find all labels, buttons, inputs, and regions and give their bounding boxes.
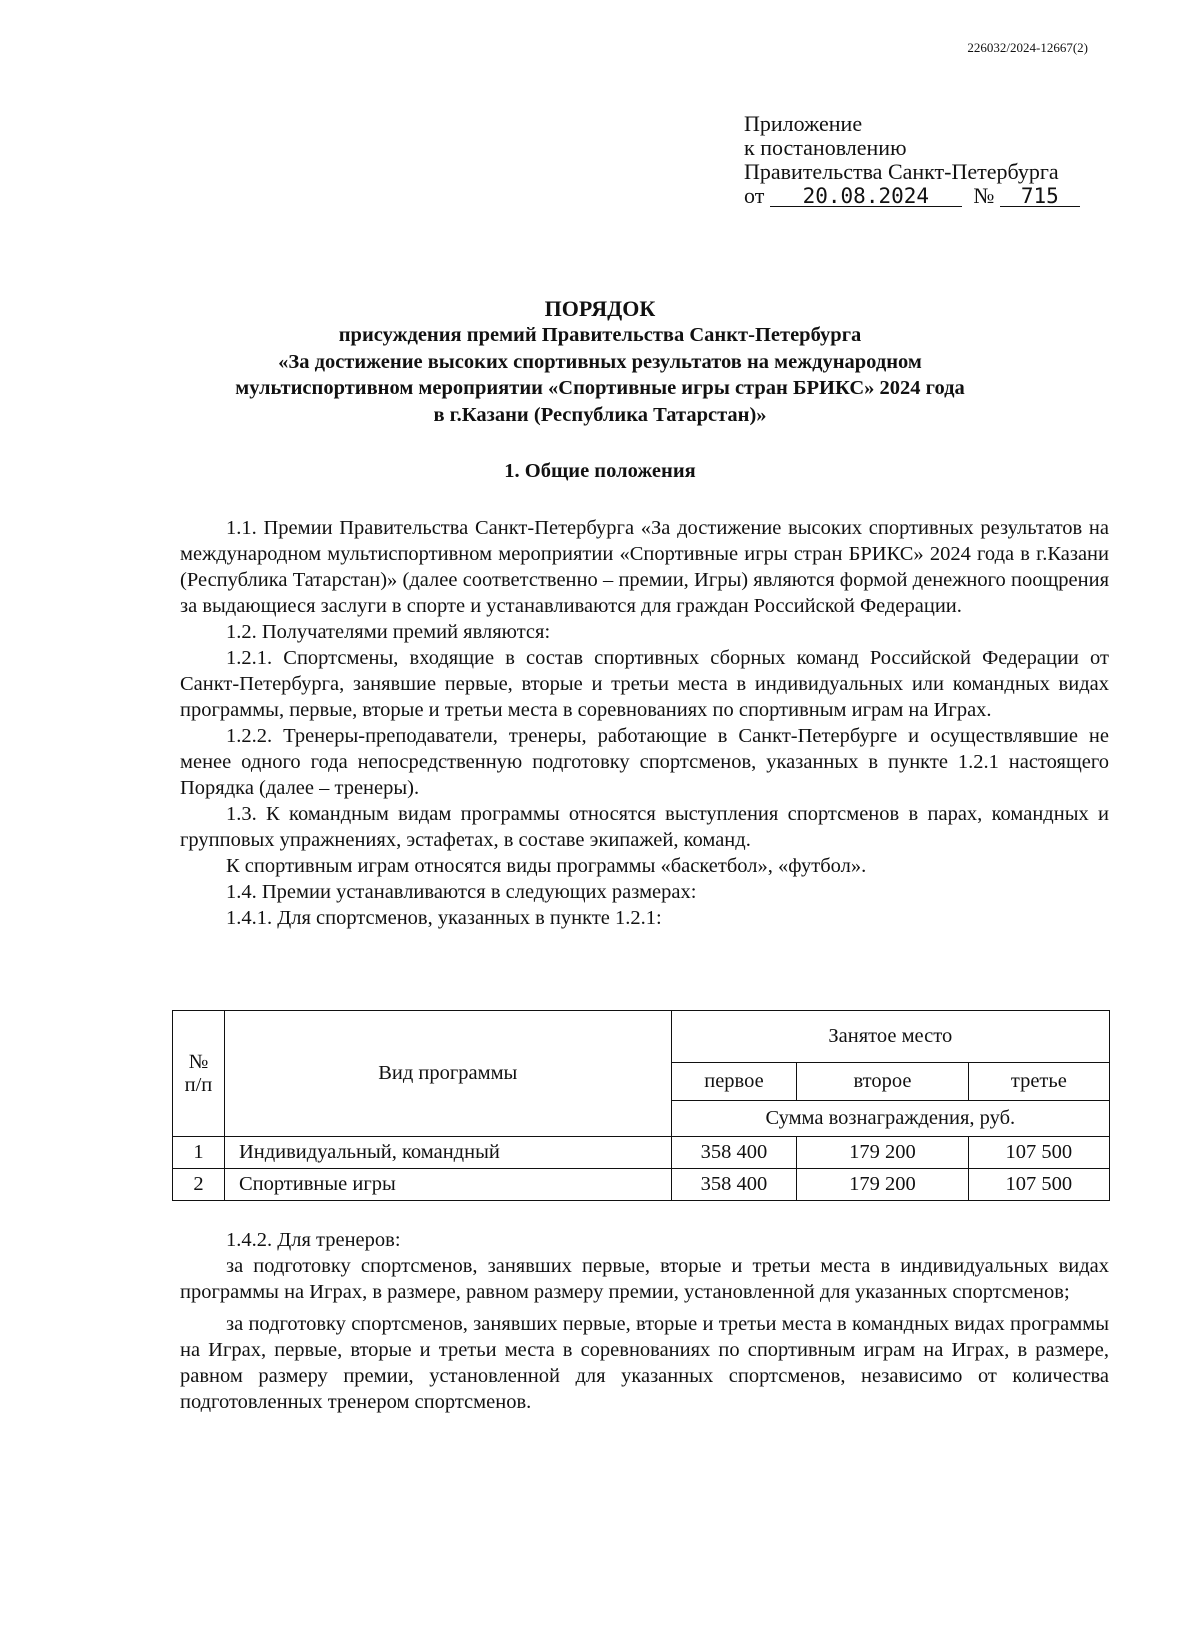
header-place: Занятое место <box>671 1011 1109 1063</box>
paragraph-1-1: 1.1. Премии Правительства Санкт-Петербурга «За достижение высоких спортивных результатов на международном мультиспортивном мероприятии «Спортивные игры стран БРИКС» 2024 года в г.Казани (Республика Татарстан)» (далее соответственно – премии, Игры) являются формой денежного поощрения за выдающиеся заслуги в спорте и устанавливаются для граждан Российской Федерации. <box>180 517 1109 617</box>
paragraph-coaches-team: за подготовку спортсменов, занявших первые, вторые и третьи места в командных видах программы на Играх, первые, вторые и третьи места в соревнованиях по спортивным играм на Играх, в размере, равном размеру премии, установленной для указанных спортсменов, независимо от количества подготовленных тренером спортсменов. <box>180 1313 1109 1413</box>
subtitle-line-3: мультиспортивном мероприятии «Спортивные игры стран БРИКС» 2024 года <box>235 377 965 399</box>
subtitle-line-2: «За достижение высоких спортивных результатов на международном <box>278 350 922 373</box>
row-number: 2 <box>173 1169 225 1201</box>
resolution-number: 715 <box>1000 186 1080 207</box>
header-first: первое <box>671 1063 797 1101</box>
paragraph-1-4: 1.4. Премии устанавливаются в следующих размерах: <box>226 881 697 903</box>
appendix-line-3: Правительства Санкт-Петербурга <box>744 159 1059 184</box>
body-after-table <box>180 1227 1109 1415</box>
row-third-amount: 107 500 <box>968 1137 1109 1169</box>
row-program: Индивидуальный, командный <box>224 1137 671 1169</box>
table-row <box>173 1137 1110 1169</box>
paragraph-sport-games: К спортивным играм относятся виды программы «баскетбол», «футбол». <box>226 855 867 877</box>
resolution-date: 20.08.2024 <box>770 186 962 207</box>
header-second: второе <box>797 1063 968 1101</box>
row-first-amount: 358 400 <box>671 1169 797 1201</box>
paragraph-1-2-2: 1.2.2. Тренеры-преподаватели, тренеры, работающие в Санкт-Петербурге и осуществлявшие не менее одного года непосредственную подготовку спортсменов, указанных в пункте 1.2.1 настоящего Порядка (далее – тренеры). <box>180 725 1109 799</box>
section-heading: 1. Общие положения <box>504 460 696 482</box>
paragraph-1-2: 1.2. Получателями премий являются: <box>226 621 551 643</box>
subtitle-line-1: присуждения премий Правительства Санкт-Петербурга <box>338 324 862 346</box>
paragraph-1-3: 1.3. К командным видам программы относятся выступления спортсменов в парах, командных и групповых упражнениях, эстафетах, в составе экипажей, команд. <box>180 803 1109 851</box>
row-program: Спортивные игры <box>224 1169 671 1201</box>
header-number: № п/п <box>173 1011 225 1137</box>
appendix-block <box>744 112 1080 208</box>
row-first-amount: 358 400 <box>671 1137 797 1169</box>
paragraph-1-4-2: 1.4.2. Для тренеров: <box>226 1229 401 1251</box>
appendix-line-2: к постановлению <box>744 135 907 160</box>
paragraph-coaches-individual: за подготовку спортсменов, занявших первые, вторые и третьи места в индивидуальных видах программы на Играх, в размере, равном размеру премии, установленной для указанных спортсменов; <box>180 1255 1109 1303</box>
header-amount: Сумма вознаграждения, руб. <box>671 1101 1109 1137</box>
header-program: Вид программы <box>224 1011 671 1137</box>
number-prefix: № <box>973 183 995 208</box>
appendix-line-1: Приложение <box>744 111 863 136</box>
row-second-amount: 179 200 <box>797 1137 968 1169</box>
header-third: третье <box>968 1063 1109 1101</box>
document-id: 226032/2024-12667(2) <box>967 40 1088 55</box>
document-subtitle <box>0 322 1200 428</box>
paragraph-1-2-1: 1.2.1. Спортсмены, входящие в состав спортивных сборных команд Российской Федерации от Санкт-Петербурга, занявшие первые, вторые и третьи места в индивидуальных или командных видах программы, первые, вторые и третьи места в соревнованиях по спортивным играм на Играх. <box>180 647 1109 721</box>
body-before-table <box>180 515 1109 931</box>
row-number: 1 <box>173 1137 225 1169</box>
table-row <box>173 1169 1110 1201</box>
appendix-date-line <box>744 184 1080 208</box>
row-second-amount: 179 200 <box>797 1169 968 1201</box>
paragraph-1-4-1: 1.4.1. Для спортсменов, указанных в пункте 1.2.1: <box>226 907 662 929</box>
subtitle-line-4: в г.Казани (Республика Татарстан)» <box>433 403 767 426</box>
document-title: ПОРЯДОК <box>544 296 656 321</box>
prize-table <box>172 1010 1110 1201</box>
date-prefix: от <box>744 183 765 208</box>
row-third-amount: 107 500 <box>968 1169 1109 1201</box>
